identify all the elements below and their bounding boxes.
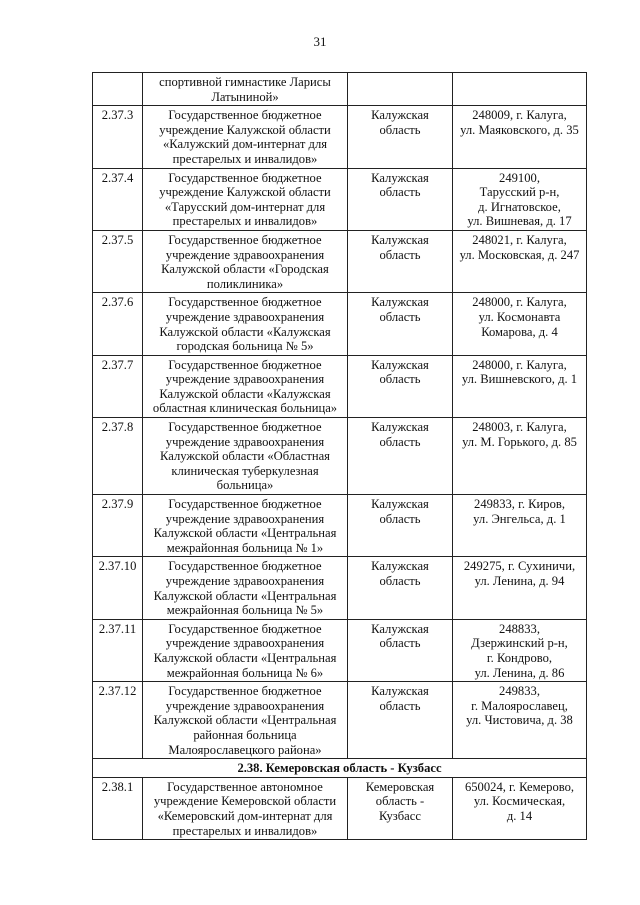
- cell-text-line: ул. Энгельса, д. 1: [473, 511, 566, 526]
- cell-text-line: ул. Космическая,: [473, 794, 566, 809]
- cell-text-line: учреждение здравоохранения: [165, 511, 325, 526]
- cell-address: [453, 168, 587, 230]
- cell-text-line: «Кемеровский дом-интернат для: [157, 808, 333, 823]
- cell-text-line: 650024, г. Кемерово,: [464, 779, 575, 794]
- cell-text-line: Калужской области «Центральная: [153, 588, 337, 603]
- table-body: [93, 73, 587, 840]
- cell-address: [453, 106, 587, 168]
- cell-region: [348, 168, 453, 230]
- cell-text-line: клиническая туберкулезная: [171, 463, 319, 478]
- cell-text-line: областная клиническая больница»: [152, 401, 338, 416]
- cell-address: [453, 777, 587, 839]
- cell-text-line: ул. Космонавта: [478, 309, 561, 324]
- cell-text-line: Калужская: [371, 621, 429, 636]
- cell-region: [348, 355, 453, 417]
- cell-text-line: учреждение здравоохранения: [165, 372, 325, 387]
- table-row: [93, 777, 587, 839]
- cell-name: [143, 168, 348, 230]
- cell-text-line: Государственное бюджетное: [168, 420, 322, 435]
- cell-text-line: городская больница № 5»: [176, 339, 314, 354]
- cell-text-line: Калужская: [371, 497, 429, 512]
- cell-number: 2.37.6: [93, 293, 143, 355]
- cell-text-line: Калужская: [371, 357, 429, 372]
- cell-text-line: Кемеровская: [365, 779, 435, 794]
- cell-address: [453, 418, 587, 495]
- cell-number: 2.37.11: [93, 619, 143, 681]
- cell-text-line: учреждение здравоохранения: [165, 434, 325, 449]
- table-row: [93, 106, 587, 168]
- cell-text-line: ул. Вишневского, д. 1: [461, 372, 578, 387]
- cell-text-line: учреждение здравоохранения: [165, 247, 325, 262]
- cell-text-line: область -: [375, 794, 425, 809]
- cell-text-line: Государственное бюджетное: [168, 170, 322, 185]
- cell-number: 2.37.10: [93, 557, 143, 619]
- cell-text-line: 248003, г. Калуга,: [472, 420, 567, 435]
- cell-text-line: Государственное бюджетное: [168, 684, 322, 699]
- cell-region: [348, 293, 453, 355]
- cell-text-line: ул. Маяковского, д. 35: [460, 122, 579, 137]
- cell-address: [453, 293, 587, 355]
- cell-text-line: д. Игнатовское,: [478, 199, 561, 214]
- cell-text-line: Латыниной»: [211, 89, 279, 104]
- cell-text-line: Калужская: [371, 108, 429, 123]
- cell-address: [453, 682, 587, 759]
- cell-region: [348, 73, 453, 106]
- cell-name: [143, 106, 348, 168]
- institutions-table: [92, 72, 587, 840]
- table-row: [93, 557, 587, 619]
- cell-text-line: 248000, г. Калуга,: [472, 295, 567, 310]
- cell-region: [348, 418, 453, 495]
- page-number: 31: [313, 34, 327, 49]
- cell-text-line: Калужской области «Областная: [160, 449, 330, 464]
- cell-text-line: межрайонная больница № 1»: [166, 540, 324, 555]
- cell-address: [453, 355, 587, 417]
- cell-text-line: районная больница: [193, 727, 297, 742]
- cell-text-line: Калужская: [371, 170, 429, 185]
- table-row: [93, 619, 587, 681]
- cell-region: [348, 557, 453, 619]
- cell-text-line: Государственное бюджетное: [168, 108, 322, 123]
- cell-text-line: межрайонная больница № 5»: [166, 603, 324, 618]
- section-title: 2.38. Кемеровская область - Кузбасс: [93, 759, 587, 778]
- cell-text-line: Государственное бюджетное: [168, 232, 322, 247]
- cell-text-line: Калужская: [371, 684, 429, 699]
- cell-text-line: 248021, г. Калуга,: [472, 232, 567, 247]
- cell-text-line: область: [379, 185, 421, 200]
- cell-text-line: Калужской области «Центральная: [153, 713, 337, 728]
- cell-number: [93, 73, 143, 106]
- cell-text-line: область: [379, 511, 421, 526]
- cell-text-line: престарелых и инвалидов»: [172, 214, 318, 229]
- cell-text-line: Тарусский р-н,: [479, 185, 560, 200]
- cell-name: [143, 777, 348, 839]
- cell-name: [143, 355, 348, 417]
- cell-text-line: спортивной гимнастике Ларисы: [159, 75, 331, 89]
- cell-text-line: престарелых и инвалидов»: [172, 151, 318, 166]
- cell-text-line: Государственное бюджетное: [168, 621, 322, 636]
- cell-number: 2.38.1: [93, 777, 143, 839]
- cell-region: [348, 106, 453, 168]
- cell-text-line: г. Кондрово,: [486, 650, 553, 665]
- cell-text-line: учреждение Кемеровской области: [153, 794, 337, 809]
- cell-text-line: область: [379, 372, 421, 387]
- cell-text-line: Калужской области «Центральная: [153, 650, 337, 665]
- cell-name: [143, 293, 348, 355]
- cell-text-line: учреждение здравоохранения: [165, 698, 325, 713]
- cell-text-line: учреждение здравоохранения: [165, 309, 325, 324]
- cell-text-line: «Калужский дом-интернат для: [162, 137, 328, 152]
- cell-text-line: область: [379, 247, 421, 262]
- cell-name: [143, 73, 348, 106]
- table-row: [93, 682, 587, 759]
- cell-text-line: Калужская: [371, 420, 429, 435]
- cell-text-line: ул. Московская, д. 247: [459, 247, 580, 262]
- cell-text-line: 249833, г. Киров,: [474, 497, 565, 512]
- cell-number: 2.37.8: [93, 418, 143, 495]
- cell-text-line: Комарова, д. 4: [481, 324, 558, 339]
- cell-text-line: Калужской области «Калужская: [159, 386, 331, 401]
- cell-text-line: область: [379, 636, 421, 651]
- cell-text-line: поликлиника»: [206, 276, 284, 291]
- cell-region: [348, 682, 453, 759]
- cell-text-line: Малоярославецкого района»: [168, 742, 322, 757]
- cell-name: [143, 230, 348, 292]
- cell-text-line: Государственное бюджетное: [168, 357, 322, 372]
- cell-name: [143, 495, 348, 557]
- cell-text-line: г. Малоярославец,: [471, 698, 568, 713]
- cell-name: [143, 682, 348, 759]
- cell-region: [348, 495, 453, 557]
- cell-text-line: область: [379, 434, 421, 449]
- table-row: [93, 495, 587, 557]
- cell-text-line: 248833,: [499, 621, 540, 636]
- table-row: [93, 293, 587, 355]
- cell-text-line: «Тарусский дом-интернат для: [164, 199, 326, 214]
- cell-text-line: область: [379, 574, 421, 588]
- cell-region: [348, 619, 453, 681]
- cell-text-line: 249275, г. Сухиничи,: [463, 559, 576, 574]
- cell-address: [453, 495, 587, 557]
- cell-number: 2.37.3: [93, 106, 143, 168]
- table-row: [93, 230, 587, 292]
- cell-text-line: Государственное бюджетное: [168, 559, 322, 574]
- cell-text-line: область: [379, 309, 421, 324]
- cell-text-line: Калужская: [371, 559, 429, 574]
- cell-region: [348, 230, 453, 292]
- cell-number: 2.37.12: [93, 682, 143, 759]
- table-row: [93, 168, 587, 230]
- cell-text-line: учреждение Калужской области: [159, 122, 331, 137]
- cell-region: [348, 777, 453, 839]
- cell-number: 2.37.4: [93, 168, 143, 230]
- cell-text-line: 248000, г. Калуга,: [472, 357, 567, 372]
- cell-text-line: ул. Ленина, д. 94: [474, 574, 565, 588]
- cell-text-line: Калужской области «Городская: [161, 262, 329, 277]
- cell-text-line: Государственное бюджетное: [168, 295, 322, 310]
- cell-text-line: Государственное бюджетное: [168, 497, 322, 512]
- cell-name: [143, 619, 348, 681]
- cell-address: [453, 557, 587, 619]
- cell-text-line: учреждение Калужской области: [159, 185, 331, 200]
- cell-address: [453, 73, 587, 106]
- cell-text-line: Дзержинский р-н,: [471, 636, 568, 651]
- cell-text-line: д. 14: [506, 808, 533, 823]
- cell-address: [453, 619, 587, 681]
- cell-name: [143, 557, 348, 619]
- cell-text-line: 249833,: [499, 684, 540, 699]
- cell-text-line: межрайонная больница № 6»: [166, 665, 324, 680]
- cell-text-line: Государственное автономное: [167, 779, 323, 794]
- cell-text-line: престарелых и инвалидов»: [172, 823, 318, 838]
- cell-text-line: Кузбасс: [379, 808, 421, 823]
- cell-text-line: больница»: [216, 478, 274, 493]
- cell-text-line: Калужская: [371, 295, 429, 310]
- cell-text-line: ул. Вишневая, д. 17: [467, 214, 572, 229]
- cell-number: 2.37.5: [93, 230, 143, 292]
- cell-number: 2.37.7: [93, 355, 143, 417]
- cell-text-line: ул. М. Горького, д. 85: [462, 434, 577, 449]
- section-header-row: [93, 759, 587, 778]
- table-row: [93, 355, 587, 417]
- cell-text-line: область: [379, 698, 421, 713]
- cell-text-line: учреждение здравоохранения: [165, 574, 325, 588]
- cell-text-line: область: [379, 122, 421, 137]
- cell-text-line: ул. Ленина, д. 86: [474, 665, 565, 680]
- cell-text-line: Калужской области «Центральная: [153, 526, 337, 541]
- cell-text-line: Калужской области «Калужская: [159, 324, 331, 339]
- cell-number: 2.37.9: [93, 495, 143, 557]
- cell-text-line: 249100,: [499, 170, 540, 185]
- table-row: [93, 418, 587, 495]
- cell-name: [143, 418, 348, 495]
- cell-text-line: Калужская: [371, 232, 429, 247]
- cell-address: [453, 230, 587, 292]
- table-row-continuation: [93, 73, 587, 106]
- cell-text-line: ул. Чистовича, д. 38: [466, 713, 573, 728]
- cell-text-line: 248009, г. Калуга,: [472, 108, 567, 123]
- cell-text-line: учреждение здравоохранения: [165, 636, 325, 651]
